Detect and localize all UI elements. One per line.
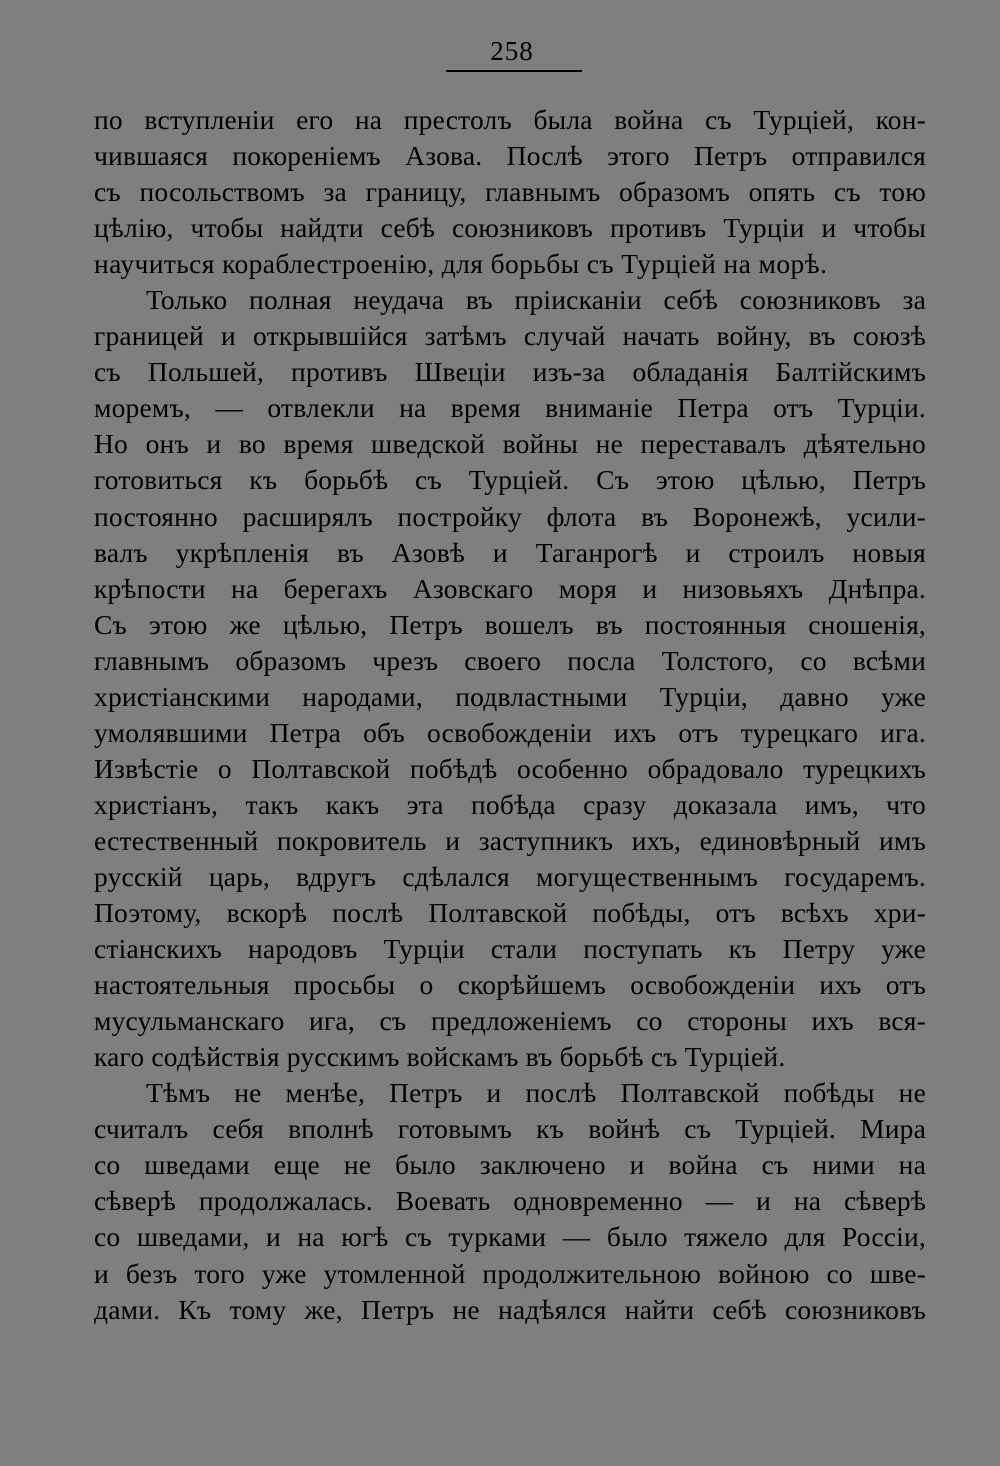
text-line: умолявшими Петра объ освобожденіи ихъ отъ турецкаго ига. bbox=[94, 716, 926, 748]
text-line: естественный покровитель и заступникъ ихъ, единовѣрный имъ bbox=[94, 824, 926, 856]
text-line: стіанскихъ народовъ Турціи стали поступать къ Петру уже bbox=[94, 933, 926, 965]
paragraph-3 bbox=[94, 1075, 926, 1327]
text-line: по вступленіи его на престолъ была война съ Турціей, кон- bbox=[94, 104, 926, 135]
text-line: мусульманскаго ига, съ предложеніемъ со стороны ихъ вся- bbox=[94, 1005, 926, 1037]
text-line: Только полная неудача въ пріисканіи себѣ союзниковъ за bbox=[146, 284, 926, 316]
body-text bbox=[94, 102, 926, 1328]
text-line: христіанъ, такъ какъ эта побѣда сразу доказала имъ, что bbox=[94, 788, 926, 820]
text-line: постоянно расширялъ постройку флота въ Воронежѣ, усили- bbox=[94, 500, 926, 532]
text-line: со шведами еще не было заключено и война съ ними на bbox=[94, 1149, 926, 1181]
text-line: цѣлію, чтобы найдти себѣ союзниковъ противъ Турціи и чтобы bbox=[94, 212, 926, 244]
paragraph-1 bbox=[94, 102, 926, 282]
text-line: Тѣмъ не менѣе, Петръ и послѣ Полтавской побѣды не bbox=[146, 1077, 926, 1109]
text-line: съ Польшей, противъ Швеціи изъ-за обладанія Балтійскимъ bbox=[94, 356, 926, 388]
text-line: каго содѣйствія русскимъ войскамъ въ борьбѣ съ Турціей. bbox=[94, 1041, 786, 1073]
text-line: со шведами, и на югѣ съ турками — было тяжело для Россіи, bbox=[94, 1221, 926, 1253]
page-number-rule bbox=[446, 70, 582, 72]
text-line: научиться кораблестроенію, для борьбы съ Турціей на морѣ. bbox=[94, 248, 828, 280]
text-line: чившаяся покореніемъ Азова. Послѣ этого Петръ отправился bbox=[94, 140, 926, 172]
text-line: Поэтому, вскорѣ послѣ Полтавской побѣды, отъ всѣхъ хри- bbox=[94, 897, 926, 929]
text-line: сѣверѣ продолжалась. Воевать одновременно — и на сѣверѣ bbox=[94, 1185, 926, 1217]
text-line: моремъ, — отвлекли на время вниманіе Петра отъ Турціи. bbox=[94, 392, 926, 424]
text-line: крѣпости на берегахъ Азовскаго моря и низовьяхъ Днѣпра. bbox=[94, 572, 926, 604]
text-line: русскій царь, вдругъ сдѣлался могущественнымъ государемъ. bbox=[94, 860, 926, 892]
text-line: границей и открывшійся затѣмъ случай начать войну, въ союзѣ bbox=[94, 320, 926, 352]
page-number: 258 bbox=[490, 36, 534, 66]
paragraph-2 bbox=[94, 282, 926, 1075]
text-line: валъ укрѣпленія въ Азовѣ и Таганрогѣ и строилъ новыя bbox=[94, 536, 926, 568]
text-line: главнымъ образомъ чрезъ своего посла Толстого, со всѣми bbox=[94, 644, 926, 676]
text-line: христіанскими народами, подвластными Турціи, давно уже bbox=[94, 680, 926, 712]
text-line: Съ этою же цѣлью, Петръ вошелъ въ постоянныя сношенія, bbox=[94, 608, 926, 640]
text-line: съ посольствомъ за границу, главнымъ образомъ опять съ тою bbox=[94, 176, 926, 208]
text-line: Извѣстіе о Полтавской побѣдѣ особенно обрадовало турецкихъ bbox=[94, 752, 926, 784]
text-line: дами. Къ тому же, Петръ не надѣялся найти себѣ союзниковъ bbox=[94, 1293, 926, 1325]
book-page bbox=[94, 28, 926, 1448]
text-line: готовиться къ борьбѣ съ Турціей. Съ этою цѣлью, Петръ bbox=[94, 464, 926, 496]
text-line: настоятельныя просьбы о скорѣйшемъ освобожденіи ихъ отъ bbox=[94, 969, 926, 1001]
text-line: Но онъ и во время шведской войны не переставалъ дѣятельно bbox=[94, 428, 926, 460]
text-line: и безъ того уже утомленной продолжительною войною со шве- bbox=[94, 1257, 926, 1289]
text-line: считалъ себя вполнѣ готовымъ къ войнѣ съ Турціей. Мира bbox=[94, 1113, 926, 1145]
